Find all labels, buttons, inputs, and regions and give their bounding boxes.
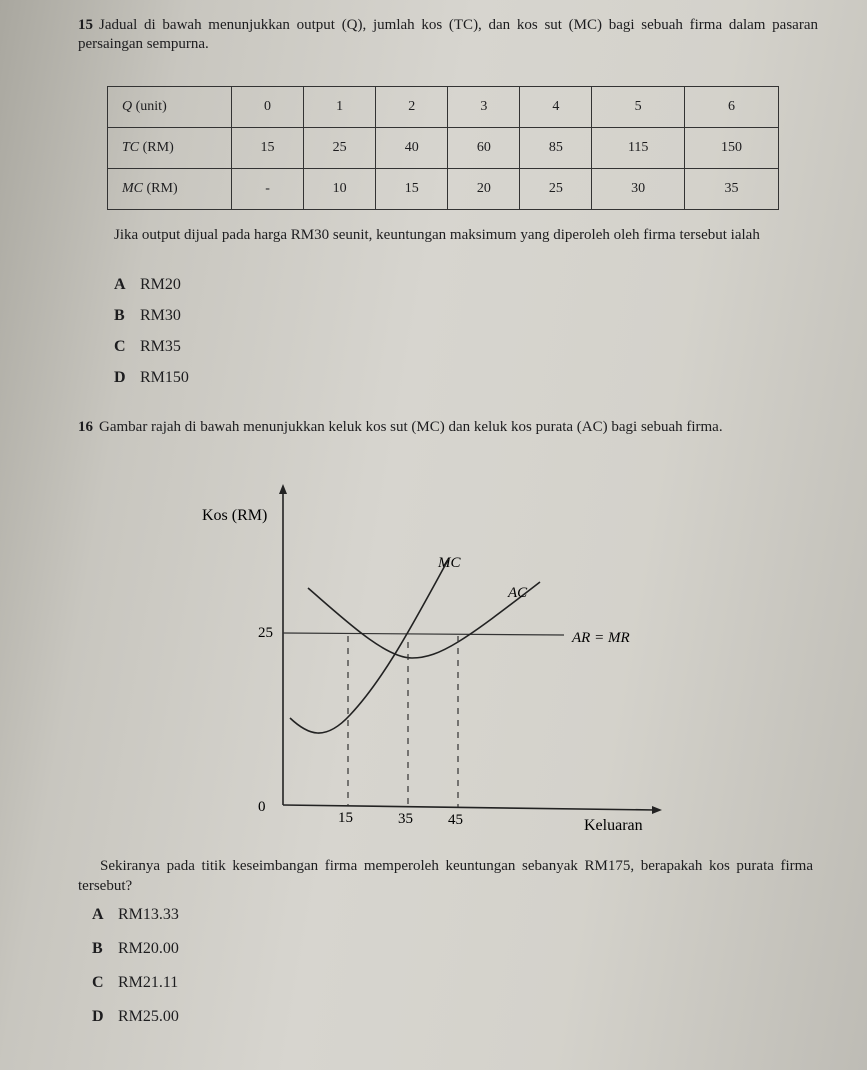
y-axis-arrow-icon: [279, 484, 287, 494]
origin-label: 0: [258, 799, 266, 815]
table-row-q: [108, 87, 779, 128]
table-cell: 115: [592, 128, 684, 169]
table-cell: 0: [232, 87, 304, 128]
x-axis-arrow-icon: [652, 806, 662, 814]
y-axis-label: Kos (RM): [202, 507, 268, 524]
table-cell: 10: [304, 169, 376, 210]
table-cell: 6: [684, 87, 778, 128]
table-cell: 25: [304, 128, 376, 169]
mc-curve: [290, 560, 448, 733]
row-header-q: Q (unit): [108, 87, 232, 128]
q16-option-a[interactable]: A RM13.33: [92, 906, 179, 923]
q16-intro: [78, 418, 808, 437]
table-cell: 4: [520, 87, 592, 128]
q15-option-b[interactable]: B RM30: [114, 307, 181, 324]
y-tick-25: 25: [258, 625, 273, 641]
table-row-mc: [108, 169, 779, 210]
x-tick-45: 45: [448, 812, 463, 828]
table-cell: 2: [376, 87, 448, 128]
table-cell: 40: [376, 128, 448, 169]
table-cell: 85: [520, 128, 592, 169]
ac-label: AC: [508, 585, 528, 601]
q15-intro: [78, 16, 818, 54]
mc-label: MC: [438, 555, 461, 571]
table-cell: 1: [304, 87, 376, 128]
q16-number: 16: [78, 419, 93, 435]
ac-curve: [308, 582, 540, 658]
table-cell: 25: [520, 169, 592, 210]
q15-number: 15: [78, 17, 93, 33]
table-cell: 15: [376, 169, 448, 210]
table-cell: 3: [448, 87, 520, 128]
ar-mr-line: [283, 633, 564, 635]
q16-option-c[interactable]: C RM21.11: [92, 974, 179, 991]
q15-option-d[interactable]: D RM150: [114, 369, 189, 386]
q16-option-b[interactable]: B RM20.00: [92, 940, 179, 957]
q15-option-a[interactable]: A RM20: [114, 276, 181, 293]
row-header-tc: TC (RM): [108, 128, 232, 169]
q16-graph: [180, 470, 680, 830]
q15-option-c[interactable]: C RM35: [114, 338, 181, 355]
x-tick-15: 15: [338, 810, 353, 826]
table-cell: 15: [232, 128, 304, 169]
table-cell: 30: [592, 169, 684, 210]
table-cell: 20: [448, 169, 520, 210]
row-header-mc: MC (RM): [108, 169, 232, 210]
x-axis-label: Keluaran: [584, 817, 643, 830]
q16-option-d[interactable]: D RM25.00: [92, 1008, 179, 1025]
table-cell: 5: [592, 87, 684, 128]
ar-mr-label: AR = MR: [572, 630, 630, 646]
q15-table: [107, 86, 779, 210]
q16-intro-text: Gambar rajah di bawah menunjukkan keluk kos sut (MC) dan keluk kos purata (AC) bagi sebuah firma.: [99, 419, 723, 435]
table-cell: -: [232, 169, 304, 210]
table-cell: 150: [684, 128, 778, 169]
q16-question: Sekiranya pada titik keseimbangan firma memperoleh keuntungan sebanyak RM175, berapakah kos purata firma tersebut?: [78, 858, 813, 894]
q15-intro-text: Jadual di bawah menunjukkan output (Q), jumlah kos (TC), dan kos sut (MC) bagi sebuah firma dalam pasaran persaingan sempurna.: [78, 17, 818, 52]
q15-question: Jika output dijual pada harga RM30 seunit, keuntungan maksimum yang diperoleh oleh firma tersebut ialah: [114, 227, 760, 243]
x-tick-35: 35: [398, 811, 413, 827]
table-cell: 60: [448, 128, 520, 169]
table-row-tc: [108, 128, 779, 169]
table-cell: 35: [684, 169, 778, 210]
